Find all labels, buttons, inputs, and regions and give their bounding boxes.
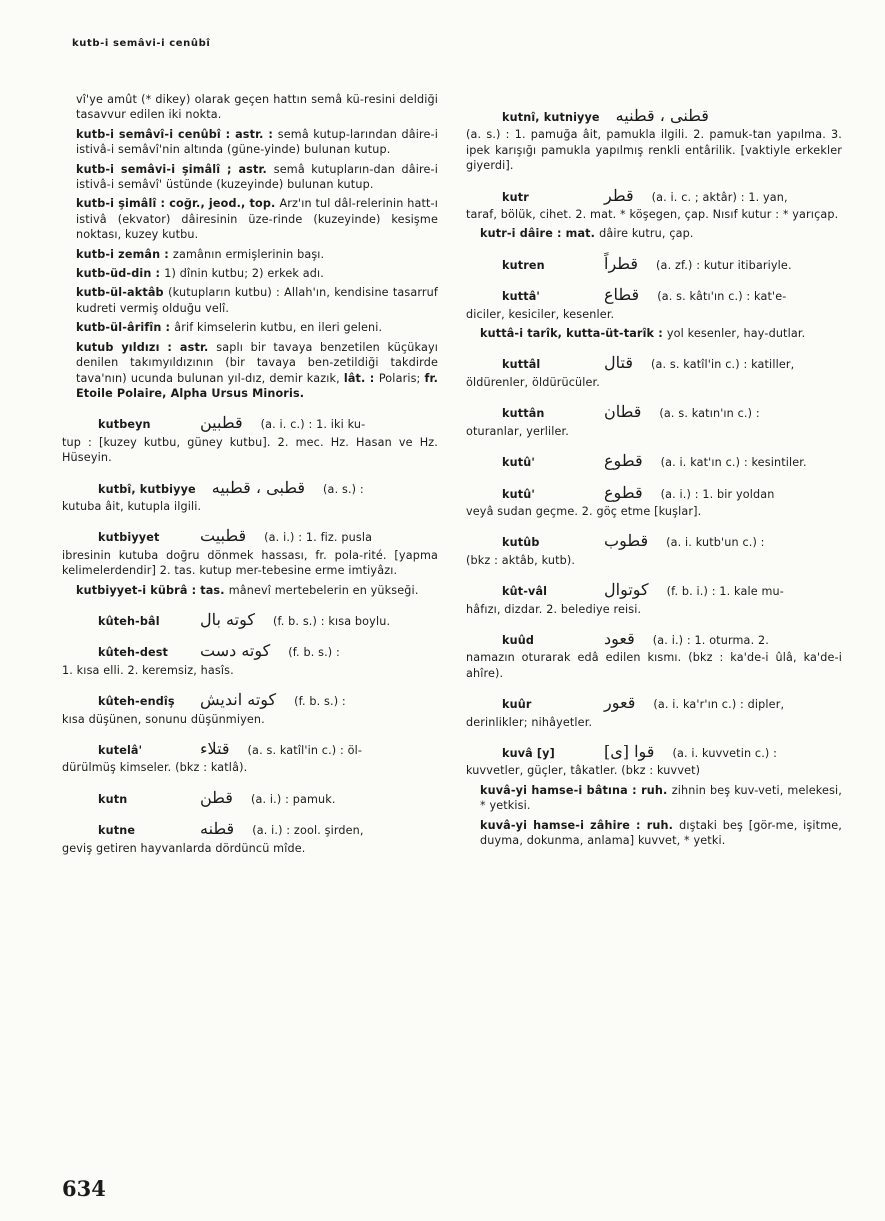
entry-arabic-script: قطنه (200, 819, 235, 839)
entry-headword: kutub yıldızı : astr. (76, 340, 217, 354)
entry-grammar: (a. s. katın'ın c.) : (659, 407, 760, 421)
right-column (466, 94, 842, 852)
entry-arabic-script: قطاع (604, 285, 640, 305)
entry-headword: kutbeyn (98, 418, 151, 432)
entry-arabic-script: قعود (604, 628, 635, 648)
dictionary-entry (62, 127, 438, 158)
running-head: kutb-i semâvi-i cenûbî (72, 38, 211, 49)
entry-definition: geviş getiren hayvanlarda dördüncü mîde. (62, 841, 306, 855)
entry-headword: kutn (98, 792, 128, 806)
dictionary-entry (62, 787, 438, 807)
entry-headword: kutren (502, 258, 545, 272)
entry-headword: kutb-ül-aktâb (76, 286, 169, 300)
entry-definition: yol kesenler, hay-dutlar. (666, 327, 806, 341)
entry-arabic-script: قطوع (604, 482, 643, 502)
dictionary-entry (62, 583, 438, 598)
entry-headword: kutû' (502, 456, 535, 470)
entry-grammar: (f. b. s.) : (294, 695, 346, 709)
entry-headword: kuttân (502, 407, 545, 421)
entry-grammar: (a. i.) : 1. oturma. 2. (652, 633, 769, 647)
entry-arabic-script: قعور (604, 693, 636, 713)
entry-definition: tup : [kuzey kutbu, güney kutbu]. 2. mec. Hz. Hasan ve Hz. Hüseyin. (62, 435, 438, 465)
entry-headword: kutelâ' (98, 744, 143, 757)
dictionary-entry (62, 477, 438, 515)
dictionary-entry (466, 185, 842, 223)
dictionary-entry (62, 609, 438, 629)
entry-arabic-script: كوته دست (200, 641, 271, 661)
dictionary-entry (62, 415, 438, 465)
entry-definition: zihnin beş kuv-veti, melekesi, * yetkisi. (480, 783, 843, 813)
entry-definition: kutuba âit, kutupla ilgili. (62, 499, 202, 513)
entry-grammar: (a. s. katîl'in c.) : katiller, (650, 358, 795, 372)
entry-definition: hâfızı, dizdar. 2. belediye reisi. (466, 602, 642, 616)
entry-definition: (bkz : aktâb, kutb). (466, 553, 576, 567)
entry-grammar: (a. s.) : (323, 482, 364, 496)
entry-definition: taraf, bölük, cihet. 2. mat. * köşegen, çap. Nısıf kutur : * yarıçap. (466, 208, 839, 222)
dictionary-entry (62, 285, 438, 316)
entry-definition: semâ kutupların-dan dâire-i istivâ-i semâvî' üstünde (kuzeyinde) bulunan kutup. (76, 162, 438, 192)
entry-definition: saplı bir tavaya benzetilen küçükayı denilen takımyıldızının (bir tavaya ben-zetildiği takdirde tava'nın) ucunda bulunan yıl-dız, demir kazık, (76, 340, 438, 385)
entry-headword: fr. Etoile Polaire, Alpha Ursus Minoris. (76, 371, 439, 400)
entry-arabic-script: قطان (604, 402, 642, 422)
entry-grammar: (f. b. s.) : kısa boylu. (272, 614, 391, 628)
dictionary-entry (62, 340, 438, 402)
entry-definition: namazın oturarak edâ edilen kısmı. (bkz : ka'de-i ûlâ, ka'de-i ahîre). (466, 651, 842, 680)
entry-headword: kutb-i semâvi-i şimâlî ; astr. (76, 162, 274, 176)
dictionary-entry (466, 741, 842, 779)
dictionary-entry (466, 628, 842, 681)
entry-headword: kuvâ-yi hamse-i zâhire : ruh. (480, 818, 680, 832)
dictionary-entry (466, 404, 842, 439)
entry-headword: kutb-i şimâlî : coğr., jeod., top. (76, 197, 280, 211)
dictionary-entry (62, 528, 438, 578)
entry-arabic-script: قطنى ، قطنيه (615, 106, 709, 125)
dictionary-entry (62, 162, 438, 193)
entry-definition: Polaris; (378, 371, 425, 385)
dictionary-entry (466, 287, 842, 322)
entry-arabic-script: قطر (604, 185, 634, 205)
dictionary-entry (466, 326, 842, 341)
entry-definition: ibresinin kutuba doğru dönmek hassası, fr. pola-rité. [yapma kelimelerdendir] 2. tas. kutup mer-tebesine erme imtiyâzı. (62, 548, 438, 578)
dictionary-entry (466, 453, 842, 470)
dictionary-entry (62, 692, 438, 727)
entry-headword: kutbî, kutbiyye (98, 482, 196, 496)
entry-definition: dürülmüş kimseler. (bkz : katlâ). (62, 761, 248, 775)
entry-grammar: (a. s. katîl'in c.) : öl- (247, 744, 363, 757)
entry-definition: 1. kısa elli. 2. keremsiz, hasîs. (62, 663, 234, 677)
entry-arabic-script: قوا [ى] (604, 741, 655, 761)
entry-arabic-script: كوته انديش (200, 690, 277, 710)
entry-grammar: (a. i.) : 1. bir yoldan (660, 487, 775, 501)
entry-grammar: (a. i. ka'r'ın c.) : dipler, (653, 698, 785, 712)
entry-headword: kuvâ [y] (502, 746, 555, 760)
dictionary-entry (62, 196, 438, 242)
entry-headword: kutbiyyet-i kübrâ : tas. (76, 583, 229, 597)
dictionary-entry (62, 741, 438, 776)
entry-grammar: (a. s. kâtı'ın c.) : kat'e- (657, 290, 787, 304)
entry-headword: kutb-ül-ârifîn : (76, 321, 175, 335)
entry-grammar: (a. i. c.) : 1. iki ku- (260, 418, 366, 432)
entry-grammar: (a. i.) : zool. şirden, (252, 824, 364, 838)
entry-arabic-script: كوتوال (604, 580, 649, 600)
dictionary-entry (62, 266, 438, 281)
dictionary-entry (466, 253, 842, 273)
dictionary-entry (466, 355, 842, 390)
entry-definition: ârif kimselerin kutbu, en ileri geleni. (174, 321, 383, 335)
page-number: 634 (62, 1176, 106, 1201)
entry-grammar: (f. b. s.) : (288, 646, 340, 660)
dictionary-entry (466, 533, 842, 568)
entry-headword: kutb-üd-din : (76, 267, 165, 281)
dictionary-entry (62, 320, 438, 335)
dictionary-entry (466, 695, 842, 730)
entry-definition: mânevî mertebelerin en yükseği. (228, 583, 419, 597)
entry-definition: (kutupların kutbu) : Allah'ın, kendisine tasarruf kudreti vermiş olduğu velî. (76, 286, 438, 315)
entry-grammar: (a. i.) : pamuk. (250, 792, 336, 806)
entry-headword: kûteh-endîş (98, 695, 175, 709)
entry-grammar: (a. i. kat'ın c.) : kesintiler. (660, 456, 807, 470)
dictionary-entry (466, 108, 842, 174)
entry-headword: kuttâl (502, 358, 541, 372)
entry-grammar: (a. i. kuvvetin c.) : (672, 746, 778, 760)
entry-definition: zamânın ermişlerinin başı. (172, 247, 325, 261)
entry-headword: kutûb (502, 536, 540, 550)
entry-definition: (a. s.) : 1. pamuğa âit, pamukla ilgili. 2. pamuk-tan yapılma. 3. ipek karışığı pamukla yapılmış renkli entârilik. [vaktiyle erkekler giyerdi]. (466, 128, 842, 173)
entry-definition: vî'ye amût (* dikey) olarak geçen hattın semâ kü-resini deldiği tasavvur edilen iki nokta. (76, 93, 438, 122)
entry-headword: kuvâ-yi hamse-i bâtına : ruh. (480, 783, 672, 797)
entry-headword: kutbiyyet (98, 531, 160, 545)
entry-definition: 1) dînin kutbu; 2) erkek adı. (164, 267, 324, 281)
dictionary-entry (466, 783, 842, 814)
entry-definition: oturanlar, yerliler. (466, 424, 569, 438)
entry-definition: diciler, kesiciler, kesenler. (466, 307, 615, 321)
dictionary-entry (466, 226, 842, 241)
dictionary-entry (466, 818, 842, 849)
entry-definition: veyâ sudan geçme. 2. göç etme [kuşlar]. (466, 504, 702, 518)
entry-grammar: (a. zf.) : kutur itibariyle. (656, 258, 792, 272)
entry-headword: kûteh-bâl (98, 614, 160, 628)
dictionary-entry (466, 582, 842, 617)
entry-arabic-script: كوته بال (200, 609, 255, 629)
entry-grammar: (a. i. c. ; aktâr) : 1. yan, (651, 190, 788, 204)
entry-definition: semâ kutup-larından dâire-i istivâ-i semâvî'nin altında (güne-yinde) bulunan kutup. (76, 127, 438, 157)
entry-headword: kuttâ' (502, 290, 540, 304)
entry-headword: kutr (502, 190, 529, 204)
entry-grammar: (a. i. kutb'un c.) : (666, 536, 765, 550)
entry-headword: kûteh-dest (98, 646, 169, 660)
left-column (62, 92, 438, 860)
entry-grammar: (f. b. i.) : 1. kale mu- (666, 585, 784, 599)
entry-arabic-script: قطبى ، قطبيه (211, 477, 306, 497)
dictionary-entry (62, 247, 438, 262)
entry-headword: kutb-i semâvî-i cenûbî : astr. : (76, 127, 278, 141)
entry-arabic-script: قتلاء (200, 739, 230, 758)
dictionary-entry (62, 821, 438, 856)
entry-definition: kuvvetler, güçler, tâkatler. (bkz : kuvvet) (466, 764, 701, 778)
entry-headword: kutnî, kutniyye (502, 111, 600, 124)
dictionary-entry (62, 92, 438, 123)
entry-headword: kuûr (502, 698, 532, 712)
entry-headword: lât. : (343, 371, 379, 385)
dictionary-entry (62, 643, 438, 678)
entry-arabic-script: قتال (604, 353, 633, 373)
entry-headword: kuûd (502, 633, 534, 647)
entry-headword: kutr-i dâire : mat. (480, 227, 600, 241)
entry-headword: kutne (98, 824, 136, 838)
entry-headword: kutû' (502, 487, 535, 501)
entry-arabic-script: قطراً (604, 253, 639, 273)
entry-definition: dâire kutru, çap. (599, 227, 694, 241)
entry-arabic-script: قطوب (604, 531, 649, 551)
entry-headword: kutb-i zemân : (76, 247, 173, 261)
entry-arabic-script: قطن (200, 787, 233, 807)
entry-definition: derinlikler; nihâyetler. (466, 715, 593, 729)
entry-definition: kısa düşünen, sonunu düşünmiyen. (62, 712, 265, 726)
entry-arabic-script: قطبين (200, 413, 243, 433)
dictionary-entry (466, 482, 842, 520)
entry-definition: dıştaki beş [gör-me, işitme, duyma, dokunma, anlama] kuvvet, * yetki. (480, 818, 842, 847)
entry-arabic-script: قطوع (604, 451, 643, 471)
entry-headword: kuttâ-i tarîk, kutta-üt-tarîk : (480, 327, 667, 341)
entry-headword: kût-vâl (502, 585, 548, 599)
entry-definition: Arz'ın tul dâl-relerinin hatt-ı istivâ (ekvator) dâiresinin üze-rinde (kuzeyinde) kesişme noktası, kuzey kutbu. (76, 197, 438, 242)
entry-arabic-script: قطبيت (200, 526, 247, 546)
entry-grammar: (a. i.) : 1. fiz. pusla (264, 531, 373, 545)
entry-definition: öldürenler, öldürücüler. (466, 375, 600, 389)
